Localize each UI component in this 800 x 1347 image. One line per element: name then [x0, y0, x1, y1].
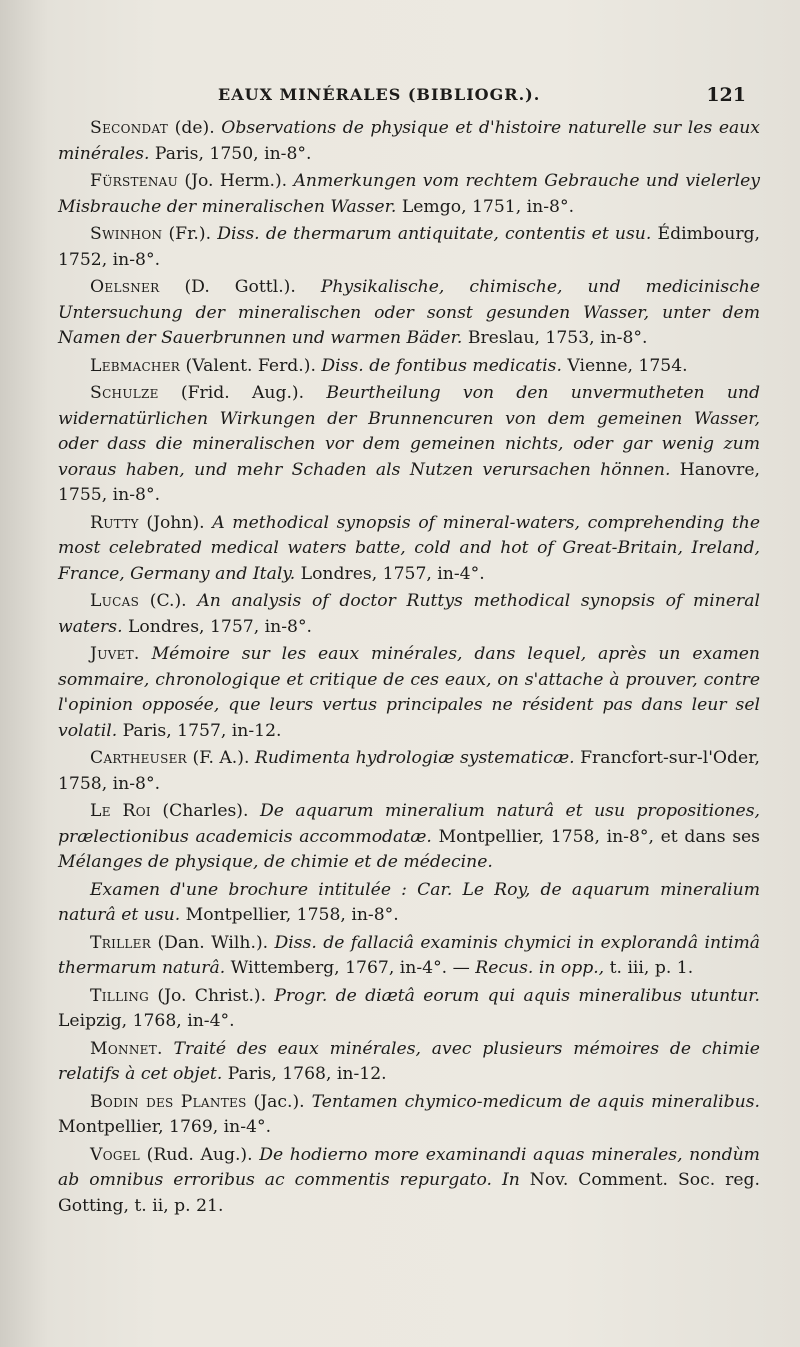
- entry-details: (de).: [168, 118, 222, 138]
- entry-secondary-title: Recus. in opp.,: [475, 958, 605, 978]
- entry-title: Traité des eaux minérales, avec plusieurs mémoires de chimie relatifs à cet objet.: [58, 1038, 760, 1084]
- bibliography-entry: [58, 116, 760, 167]
- entry-imprint: Francfort-sur-l'Oder, 1758, in-8°.: [58, 748, 760, 794]
- entry-author: Juvet.: [90, 644, 140, 664]
- entry-secondary-imprint: Nov. Comment. Soc. reg. Gotting, t. ii, p. 21.: [58, 1170, 760, 1216]
- entry-imprint: Paris, 1757, in-12.: [117, 720, 282, 741]
- entry-imprint: Hanovre, 1755, in-8°.: [58, 459, 760, 505]
- bibliography-entry: [58, 799, 760, 876]
- entry-title: Mémoire sur les eaux minérales, dans lequel, après un examen sommaire, chronologique et critique de ces eaux, on s'attache à prouver, contre l'opinion opposée, que leurs vertus principales ne résident pas dans leur sel volatil.: [58, 644, 760, 741]
- entry-imprint: Montpellier, 1758, in-8°.: [180, 905, 399, 925]
- entry-author: Oelsner: [90, 277, 160, 297]
- entry-author: Tilling: [90, 985, 150, 1006]
- entry-author: Bodin des Plantes: [90, 1091, 247, 1112]
- entry-author: Vogel: [90, 1144, 141, 1165]
- entry-author: Swinhon: [90, 224, 163, 244]
- entry-author: Le Roi: [90, 801, 151, 821]
- entry-title: Rudimenta hydrologiæ systematicæ.: [254, 748, 575, 768]
- entry-title: Physikalische, chimische, und medicinische Untersuchung der mineralischen oder sonst gesunden Wasser, unter dem Namen der Sauerbrunnen und warmen Bäder.: [58, 277, 761, 348]
- entry-details: (D. Gottl.).: [159, 277, 321, 297]
- entry-title: Anmerkungen vom rechtem Gebrauche und vielerley Misbrauche der mineralischen Wasser.: [58, 171, 760, 217]
- entry-details: (Charles).: [150, 801, 260, 821]
- entry-title: Examen d'une brochure intitulée : Car. Le Roy, de aquarum mineralium naturâ et usu.: [58, 879, 760, 925]
- entry-author: Fürstenau: [90, 171, 179, 191]
- entry-imprint: Breslau, 1753, in-8°.: [462, 328, 648, 348]
- entry-author: Cartheuser: [90, 748, 187, 768]
- bibliography-entry: [58, 746, 760, 797]
- entry-title: A methodical synopsis of mineral-waters, comprehending the most celebrated medical waters batte, cold and hot of Great-Britain, Ireland, France, Germany and Italy.: [58, 512, 760, 584]
- bibliography-entry: [58, 1143, 760, 1220]
- entry-details: (Rud. Aug.).: [140, 1144, 260, 1165]
- entry-imprint: [492, 1170, 502, 1190]
- entry-title: Beurtheilung von den unvermutheten und widernatürlichen Wirkungen der Brunnencuren von dem gemeinen Wasser, oder dass die mineralischen vor dem gemeinen nichts, oder gar wenig zum voraus haben, und mehr Schaden als Nutzen verursachen hönnen.: [58, 383, 760, 480]
- bibliography-entry: [58, 1090, 760, 1141]
- entry-author: Rutty: [90, 512, 139, 533]
- entry-details: (Jo. Christ.).: [149, 985, 275, 1006]
- bibliography-entry: [58, 222, 760, 273]
- entry-title: Diss. de fontibus medicatis.: [321, 355, 562, 376]
- entry-title: Observations de physique et d'histoire naturelle sur les eaux minérales.: [58, 118, 761, 164]
- entry-imprint: Édimbourg, 1752, in-8°.: [58, 224, 760, 270]
- entry-author: Lebmacher: [90, 355, 181, 376]
- entry-author: Lucas: [90, 591, 140, 611]
- bibliography-entry: [58, 381, 760, 509]
- entry-author: Triller: [90, 932, 152, 953]
- entry-imprint: Leipzig, 1768, in-4°.: [58, 1011, 235, 1031]
- running-head: [58, 80, 760, 116]
- bibliography-entry: [58, 878, 760, 929]
- entry-title: Tentamen chymico-medicum de aquis mineralibus.: [311, 1091, 760, 1112]
- running-title: EAUX MINÉRALES (BIBLIOGR.).: [218, 85, 541, 104]
- entry-title: Diss. de thermarum antiquitate, contentis et usu.: [217, 224, 652, 244]
- entry-imprint: Vienne, 1754.: [561, 355, 688, 376]
- bibliography-entry: [58, 275, 760, 352]
- entry-details: (Frid. Aug.).: [158, 383, 327, 403]
- bibliography-entry: [58, 354, 760, 380]
- page-number: 121: [706, 84, 746, 106]
- bibliography-entry: [58, 984, 760, 1035]
- bibliography-entry: [58, 589, 760, 640]
- entry-details: (Jo. Herm.).: [178, 171, 294, 191]
- entry-imprint: Paris, 1750, in-8°.: [149, 143, 312, 164]
- entry-imprint: Montpellier, 1769, in-4°.: [58, 1117, 272, 1137]
- entry-secondary-imprint: t. iii, p. 1.: [604, 958, 694, 978]
- bibliography-entry: [58, 169, 760, 220]
- entry-title: Progr. de diætâ eorum qui aquis mineralibus utuntur.: [274, 985, 760, 1006]
- entry-details: [163, 1039, 174, 1059]
- bibliography-entry: [58, 1037, 760, 1088]
- entry-author: Schulze: [90, 383, 159, 403]
- entry-title: Diss. de fallaciâ examinis chymici in explorandâ intimâ thermarum naturâ.: [58, 932, 760, 978]
- entry-details: [140, 644, 152, 664]
- entry-secondary-title: Mélanges de physique, de chimie et de médecine.: [58, 852, 493, 872]
- bibliography-entry: [58, 511, 760, 588]
- entry-details: (Dan. Wilh.).: [151, 932, 275, 953]
- bibliography-list: [58, 116, 760, 1219]
- bibliography-entry: [58, 642, 760, 744]
- entry-imprint: Londres, 1757, in-8°.: [122, 616, 313, 637]
- entry-details: (C.).: [139, 591, 198, 611]
- entry-author: Secondat: [90, 118, 169, 138]
- entry-imprint: Londres, 1757, in-4°.: [295, 563, 485, 584]
- entry-imprint: Montpellier, 1758, in-8°, et dans ses: [431, 826, 761, 847]
- entry-imprint: Wittemberg, 1767, in-4°. —: [225, 958, 476, 978]
- entry-details: (John).: [138, 512, 213, 533]
- entry-imprint: Lemgo, 1751, in-8°.: [396, 196, 575, 217]
- entry-title: De hodierno more examinandi aquas minerales, nondùm ab omnibus erroribus ac commentis repurgato.: [58, 1144, 760, 1190]
- entry-secondary-title: In: [501, 1170, 520, 1190]
- entry-details: (Fr.).: [162, 224, 218, 244]
- entry-title: An analysis of doctor Ruttys methodical synopsis of mineral waters.: [58, 591, 760, 637]
- bibliography-entry: [58, 931, 760, 982]
- entry-title: De aquarum mineralium naturâ et usu propositiones, prælectionibus academicis accommodatæ.: [58, 801, 760, 847]
- entry-author: Monnet.: [90, 1038, 163, 1059]
- entry-details: (Valent. Ferd.).: [180, 355, 322, 376]
- entry-details: (Jac.).: [246, 1091, 312, 1112]
- entry-imprint: Paris, 1768, in-12.: [222, 1064, 387, 1084]
- entry-details: (F. A.).: [187, 748, 255, 768]
